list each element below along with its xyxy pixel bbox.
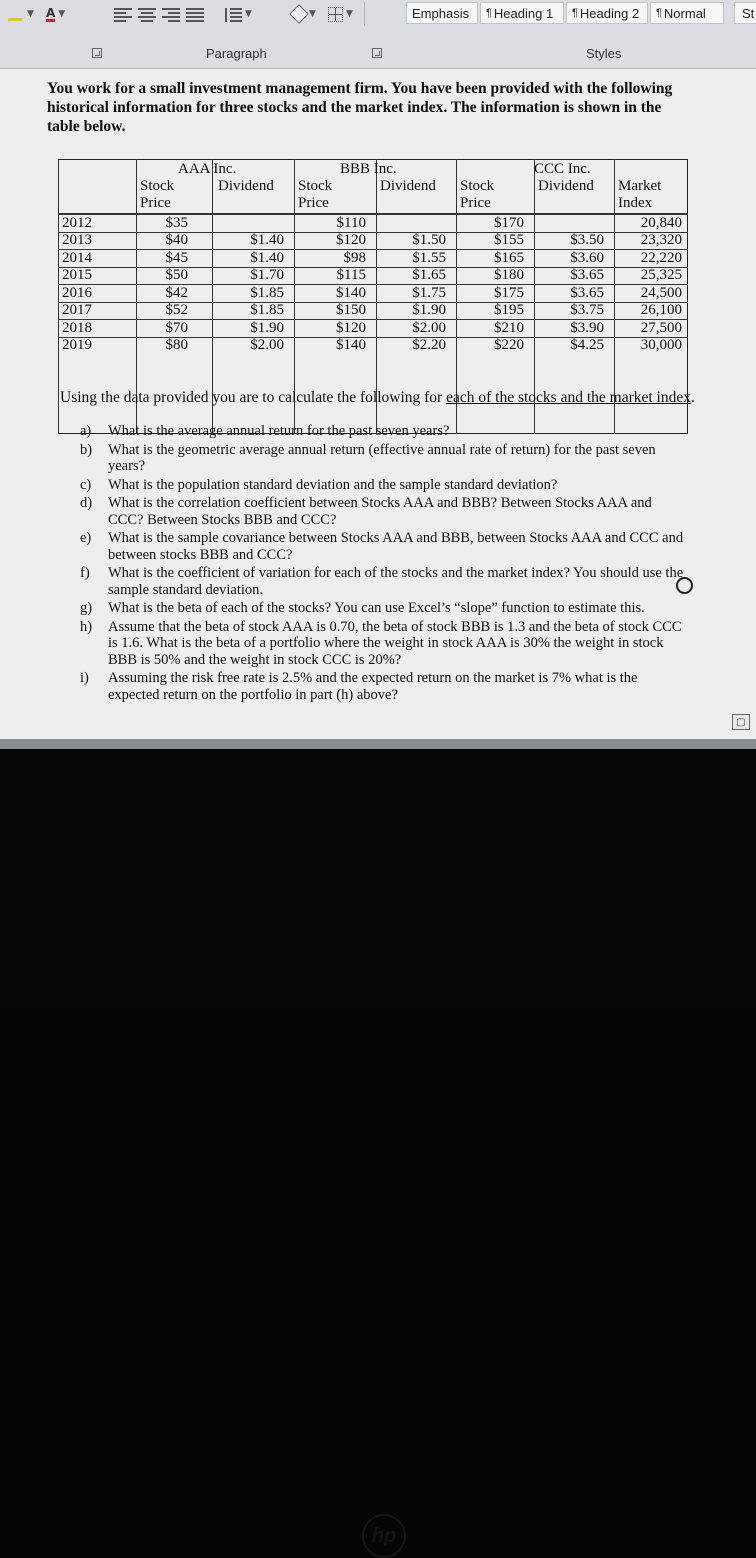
bbb-dividend-header: Dividend — [380, 178, 436, 194]
table-cell-year: 2012 — [62, 214, 92, 231]
style-normal[interactable] — [650, 2, 724, 24]
table-cell-ccc-div: $3.75 — [570, 302, 604, 318]
style-heading-1-label: Heading 1 — [493, 5, 554, 21]
pilcrow-icon: ¶ — [572, 7, 578, 19]
ribbon — [0, 0, 756, 69]
table-cell-bbb-price: $98 — [343, 249, 366, 266]
aaa-stock-header: Stock — [140, 178, 175, 194]
table-row-line — [58, 214, 688, 215]
ccc-stock-header: Stock — [460, 178, 495, 194]
question-letter: f) — [80, 565, 90, 581]
table-cell-ccc-div: $4.25 — [570, 337, 604, 353]
table-cell-aaa-div: $1.70 — [250, 267, 284, 283]
table-cell-year: 2015 — [62, 267, 92, 283]
table-cell-bbb-price: $110 — [336, 214, 366, 231]
bbb-stock-header: Stock — [298, 178, 333, 194]
paragraph-dialog-launcher-icon[interactable] — [372, 48, 382, 58]
align-center-button[interactable] — [138, 6, 156, 22]
table-cell-index: 20,840 — [640, 214, 682, 231]
table-row-line — [58, 232, 688, 233]
table-row-line — [58, 337, 688, 338]
table-cell-ccc-price: $165 — [494, 249, 524, 266]
table-cell-ccc-price: $180 — [494, 267, 524, 283]
chevron-down-icon: ▼ — [245, 9, 252, 19]
chevron-down-icon: ▼ — [346, 9, 353, 19]
table-row-line — [58, 267, 688, 268]
circle-cursor-icon — [676, 577, 693, 594]
table-cell-bbb-div: $1.65 — [412, 267, 446, 283]
font-color-button[interactable] — [46, 6, 65, 22]
table-cell-ccc-price: $220 — [494, 337, 524, 353]
justify-button[interactable] — [186, 6, 204, 22]
align-left-button[interactable] — [114, 6, 132, 22]
instruction-underlined-text: each of the stocks and the market index — [446, 389, 691, 406]
paragraph-group-label: Paragraph — [206, 46, 267, 61]
question-text: Assume that the beta of stock AAA is 0.70, the beta of stock BBB is 1.3 and the beta of stock CCC is 1.6. What is the beta of a portfolio where the weight in stock AAA is 30% the weight in stock BBB is 50% and the weight in stock CCC is 20%? — [108, 618, 682, 668]
ribbon-group-labels — [0, 42, 756, 64]
ribbon-divider — [364, 2, 365, 26]
chevron-down-icon: ▼ — [309, 9, 316, 19]
style-more[interactable] — [734, 2, 756, 24]
table-cell-bbb-div: $1.90 — [412, 302, 446, 318]
table-cell-ccc-div: $3.65 — [570, 267, 604, 283]
table-cell-aaa-div: $1.40 — [250, 249, 284, 266]
style-heading-2[interactable] — [566, 2, 648, 24]
question-text: What is the sample covariance between Stocks AAA and BBB, between Stocks AAA and CCC and between stocks BBB and CCC? — [108, 530, 684, 563]
highlight-color-button[interactable] — [10, 6, 34, 22]
style-emphasis-label: Emphasis — [412, 5, 470, 21]
table-cell-bbb-div: $1.50 — [412, 232, 446, 248]
intro-paragraph: You work for a small investment management firm. You have been provided with the following historical information for three stocks and the market index. The information is shown in the table below. — [47, 80, 673, 135]
chevron-down-icon: ▼ — [58, 9, 66, 19]
font-dialog-launcher-icon[interactable] — [92, 48, 102, 58]
borders-icon — [328, 7, 343, 22]
table-cell-year: 2013 — [62, 232, 92, 248]
table-cell-bbb-price: $150 — [336, 302, 366, 318]
shading-button[interactable] — [292, 6, 316, 22]
instruction-line — [60, 389, 695, 407]
table-cell-aaa-div: $1.90 — [250, 319, 284, 336]
table-cell-ccc-price: $195 — [494, 302, 524, 318]
table-cell-ccc-price: $170 — [494, 214, 524, 231]
table-cell-bbb-price: $120 — [336, 232, 366, 248]
table-cell-ccc-div: $3.90 — [570, 319, 604, 336]
table-cell-bbb-price: $115 — [336, 267, 366, 283]
table-cell-aaa-price: $70 — [165, 319, 188, 336]
table-cell-bbb-div: $1.55 — [412, 249, 446, 266]
pilcrow-icon: ¶ — [656, 7, 662, 19]
align-right-button[interactable] — [162, 6, 180, 22]
bbb-price-header: Price — [298, 195, 329, 211]
status-bar — [0, 739, 756, 749]
table-cell-aaa-price: $40 — [165, 232, 188, 248]
pilcrow-icon: ¶ — [486, 7, 492, 19]
question-letter: b) — [80, 441, 93, 458]
chevron-down-icon: ▼ — [27, 9, 34, 19]
table-cell-index: 30,000 — [640, 337, 682, 353]
table-cell-bbb-div: $1.75 — [412, 284, 446, 301]
table-row-line — [58, 249, 688, 250]
line-spacing-icon — [224, 7, 242, 21]
table-cell-index: 22,220 — [640, 249, 682, 266]
table-cell-index: 26,100 — [640, 302, 682, 318]
market-header: Market — [618, 178, 662, 194]
question-letter: a) — [80, 423, 92, 439]
ccc-price-header: Price — [460, 195, 491, 211]
justify-icon — [186, 7, 204, 21]
table-cell-bbb-div: $2.00 — [412, 319, 446, 336]
question-text: What is the geometric average annual return (effective annual rate of return) for the past seven years? — [108, 441, 656, 474]
style-more-label: St — [742, 5, 755, 21]
styles-group-label: Styles — [586, 46, 622, 61]
group-header-aaa: AAA Inc. — [178, 161, 237, 177]
table-cell-ccc-price: $155 — [494, 232, 524, 248]
question-letter: h) — [80, 618, 93, 635]
table-cell-ccc-price: $210 — [494, 319, 524, 336]
question-letter: i) — [80, 670, 89, 686]
panel-toggle-icon[interactable]: ▢ — [732, 714, 750, 730]
table-cell-year: 2014 — [62, 249, 92, 266]
ribbon-toolbar-row — [0, 0, 756, 30]
table-cell-index: 24,500 — [640, 284, 682, 301]
table-cell-aaa-div: $1.85 — [250, 284, 284, 301]
paint-bucket-icon — [289, 4, 309, 24]
table-cell-aaa-div: $1.85 — [250, 302, 284, 318]
table-cell-year: 2017 — [62, 302, 92, 318]
table-cell-aaa-price: $35 — [165, 214, 188, 231]
style-heading-2-label: Heading 2 — [579, 5, 640, 21]
index-header: Index — [618, 195, 653, 211]
table-cell-aaa-div: $2.00 — [250, 337, 284, 353]
align-left-icon — [114, 7, 132, 21]
table-row-line — [58, 319, 688, 320]
style-normal-label: Normal — [663, 5, 706, 21]
table-cell-ccc-div: $3.50 — [570, 232, 604, 248]
question-letter: c) — [80, 476, 92, 493]
question-letter: d) — [80, 495, 93, 511]
question-text: Assuming the risk free rate is 2.5% and the expected return on the market is 7% what is the expected return on the portfolio in part (h) above? — [108, 670, 638, 703]
hp-logo: hp — [362, 1514, 406, 1558]
group-header-bbb: BBB Inc. — [340, 161, 397, 177]
instruction-text: Using the data provided you are to calculate the following for — [60, 389, 447, 406]
table-cell-bbb-price: $140 — [336, 337, 366, 353]
document-page[interactable] — [0, 69, 756, 739]
table-cell-index: 23,320 — [640, 232, 682, 248]
table-col-line — [58, 159, 59, 434]
table-cell-index: 25,325 — [640, 267, 682, 283]
table-cell-year: 2016 — [62, 284, 92, 301]
style-heading-1[interactable] — [480, 2, 564, 24]
aaa-dividend-header: Dividend — [218, 178, 274, 194]
table-cell-year: 2019 — [62, 337, 92, 353]
line-spacing-button[interactable] — [224, 6, 252, 22]
question-text: What is the average annual return for the past seven years? — [108, 423, 450, 439]
borders-button[interactable] — [328, 6, 353, 22]
table-row-line — [58, 302, 688, 303]
table-cell-ccc-price: $175 — [494, 284, 524, 301]
laptop-bezel — [0, 749, 756, 1547]
table-cell-aaa-price: $42 — [165, 284, 188, 301]
table-cell-bbb-price: $120 — [336, 319, 366, 336]
question-text: What is the coefficient of variation for each of the stocks and the market index? You should use the sample standard deviation. — [108, 565, 684, 598]
question-text: What is the beta of each of the stocks? You can use Excel’s “slope” function to estimate this. — [108, 600, 645, 616]
question-text: What is the population standard deviation and the sample standard deviation? — [108, 476, 558, 493]
highlighter-icon — [8, 8, 27, 21]
group-header-ccc: CCC Inc. — [534, 161, 591, 177]
font-color-icon: A — [46, 5, 56, 20]
table-cell-aaa-price: $50 — [165, 267, 188, 283]
instruction-period: . — [691, 389, 695, 406]
table-cell-aaa-price: $45 — [165, 249, 188, 266]
question-letter: e) — [80, 530, 92, 546]
question-letter: g) — [80, 600, 93, 616]
question-text: What is the correlation coefficient between Stocks AAA and BBB? Between Stocks AAA and CCC? Between Stocks BBB and CCC? — [108, 495, 652, 528]
table-cell-year: 2018 — [62, 319, 92, 336]
table-row-line — [58, 284, 688, 285]
table-cell-ccc-div: $3.60 — [570, 249, 604, 266]
table-cell-bbb-div: $2.20 — [412, 337, 446, 353]
table-cell-aaa-price: $80 — [165, 337, 188, 353]
ccc-dividend-header: Dividend — [538, 178, 594, 194]
align-center-icon — [138, 7, 156, 21]
table-cell-bbb-price: $140 — [336, 284, 366, 301]
align-right-icon — [162, 7, 180, 21]
table-cell-aaa-price: $52 — [165, 302, 188, 318]
style-emphasis[interactable] — [406, 2, 478, 24]
table-cell-aaa-div: $1.40 — [250, 232, 284, 248]
aaa-price-header: Price — [140, 195, 171, 211]
table-cell-index: 27,500 — [640, 319, 682, 336]
table-cell-ccc-div: $3.65 — [570, 284, 604, 301]
